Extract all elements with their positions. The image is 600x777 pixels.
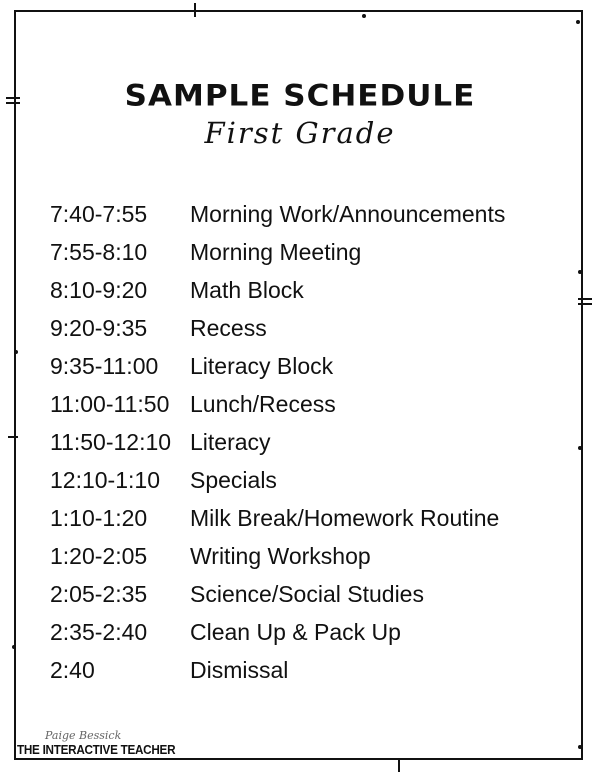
schedule-row [50,233,570,271]
schedule-activity: Writing Workshop [190,542,371,569]
schedule-activity: Morning Work/Announcements [190,200,506,227]
schedule-activity: Literacy Block [190,352,334,379]
schedule-row [50,423,570,461]
brand-signature: Paige Bessick [45,729,122,742]
border-dot-right-2 [578,270,582,274]
schedule-time: 9:20-9:35 [50,314,148,341]
schedule-row [50,651,570,689]
schedule-activity: Milk Break/Homework Routine [190,504,500,531]
border-tick-right [578,298,592,300]
border-dot-right [576,20,580,24]
border-dot-bottom [578,745,582,749]
schedule-activity: Dismissal [190,656,289,683]
schedule-row [50,385,570,423]
schedule-time: 11:50-12:10 [50,428,172,455]
schedule-row [50,271,570,309]
schedule-time: 9:35-11:00 [50,352,159,379]
schedule-time: 2:40 [50,656,95,683]
schedule-row [50,575,570,613]
schedule-activity: Science/Social Studies [190,580,424,607]
schedule-time: 7:40-7:55 [50,200,148,227]
border-dot-left-2 [12,645,16,649]
schedule-row [50,347,570,385]
schedule-row [50,537,570,575]
schedule-time: 12:10-1:10 [50,466,160,493]
page-subtitle: First Grade [204,116,396,150]
schedule-activity: Lunch/Recess [190,390,336,417]
schedule-activity: Specials [190,466,277,493]
border-dot-top [362,14,366,18]
border-tick-bottom [398,758,400,772]
border-dot-left [14,350,18,354]
schedule-time: 11:00-11:50 [50,390,170,417]
schedule-row [50,309,570,347]
schedule-time: 2:35-2:40 [50,618,148,645]
schedule-row [50,499,570,537]
schedule-time: 2:05-2:35 [50,580,148,607]
schedule-time: 1:10-1:20 [50,504,148,531]
schedule-list [50,195,570,689]
schedule-activity: Clean Up & Pack Up [190,618,401,645]
border-tick-top [194,3,196,17]
border-tick-right-2 [578,303,592,305]
page-title: SAMPLE SCHEDULE [124,78,476,114]
schedule-row [50,195,570,233]
brand-logo [17,730,193,757]
border-tick-left-3 [8,436,18,438]
schedule-activity: Recess [190,314,267,341]
schedule-row [50,613,570,651]
border-dot-right-3 [578,446,582,450]
schedule-activity: Literacy [190,428,271,455]
schedule-row [50,461,570,499]
schedule-activity: Morning Meeting [190,238,362,265]
schedule-activity: Math Block [190,276,304,303]
brand-name: THE INTERACTIVE TEACHER [17,742,176,757]
schedule-time: 7:55-8:10 [50,238,148,265]
schedule-time: 8:10-9:20 [50,276,148,303]
schedule-time: 1:20-2:05 [50,542,148,569]
